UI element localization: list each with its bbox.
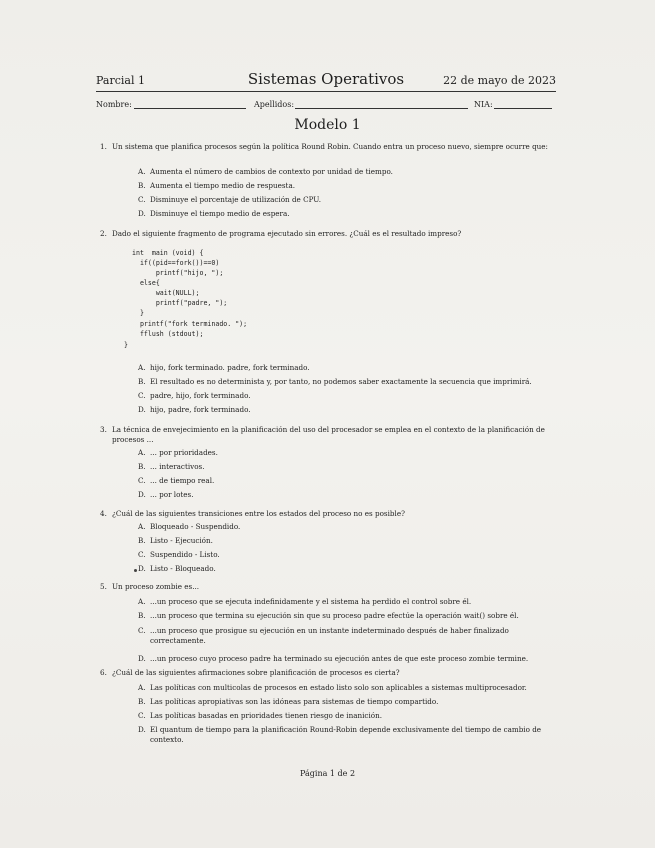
page-number: Página 1 de 2 bbox=[299, 769, 356, 778]
option-text: Las políticas con multicolas de procesos en estado listo solo son aplicables a sistemas multiprocesador. bbox=[150, 683, 527, 692]
option-label: A. bbox=[138, 683, 146, 692]
option-text: ...un proceso que termina su ejecución sin que su proceso padre efectúe la operación wait() sobre él. bbox=[150, 611, 519, 620]
code-line: printf("padre, "); bbox=[132, 299, 228, 307]
exam-date: 22 de mayo de 2023 bbox=[443, 74, 556, 87]
pen-mark bbox=[134, 569, 137, 572]
option-text: ... interactivos. bbox=[150, 462, 205, 471]
question-stem: La técnica de envejecimiento en la planificación del uso del procesador se emplea en el contexto de la planificación de procesos ... bbox=[112, 425, 545, 444]
option-label: C. bbox=[138, 626, 146, 635]
option-text: Aumenta el tiempo medio de respuesta. bbox=[150, 181, 296, 190]
nia-label: NIA: bbox=[474, 100, 493, 109]
code-line: wait(NULL); bbox=[132, 289, 200, 297]
option-label: A. bbox=[138, 167, 146, 176]
option-label: B. bbox=[138, 536, 146, 545]
question-stem: Un proceso zombie es... bbox=[112, 582, 200, 591]
option-text: El quantum de tiempo para la planificación Round-Robin depende exclusivamente del tiempo de cambio de contexto. bbox=[150, 725, 542, 744]
nia-field[interactable] bbox=[494, 108, 552, 109]
apellidos-label: Apellidos: bbox=[254, 100, 295, 109]
option-text: ...un proceso que prosigue su ejecución en un instante indeterminado después de haber finalizado correctamente. bbox=[150, 626, 509, 645]
option-label: C. bbox=[138, 195, 146, 204]
option-label: B. bbox=[138, 377, 146, 386]
option-text: Bloqueado - Suspendido. bbox=[150, 522, 241, 531]
question-stem: ¿Cuál de las siguientes transiciones entre los estados del proceso no es posible? bbox=[112, 509, 405, 518]
option-label: A. bbox=[138, 597, 146, 606]
code-line: } bbox=[124, 341, 128, 349]
option-label: B. bbox=[138, 181, 146, 190]
option-label: C. bbox=[138, 550, 146, 559]
question-number: 4. bbox=[100, 509, 107, 518]
option-text: Listo - Ejecución. bbox=[150, 536, 213, 545]
option-text: ...un proceso que se ejecuta indefinidamente y el sistema ha perdido el control sobre él. bbox=[150, 597, 472, 606]
option-text: Disminuye el tiempo medio de espera. bbox=[150, 209, 290, 218]
question-number: 5. bbox=[100, 582, 107, 591]
option-label: D. bbox=[138, 725, 146, 734]
code-line: printf("fork terminado. "); bbox=[132, 320, 248, 328]
option-text: Aumenta el número de cambios de contexto por unidad de tiempo. bbox=[150, 167, 393, 176]
page-header bbox=[96, 70, 556, 90]
student-fields bbox=[96, 100, 556, 114]
course-label: Parcial 1 bbox=[96, 74, 145, 87]
header-rule bbox=[96, 91, 556, 92]
option-label: B. bbox=[138, 697, 146, 706]
nombre-label: Nombre: bbox=[96, 100, 132, 109]
code-line: printf("hijo, "); bbox=[132, 269, 224, 277]
code-line: } bbox=[132, 309, 144, 317]
question-number: 1. bbox=[100, 142, 107, 151]
option-text: ...un proceso cuyo proceso padre ha terminado su ejecución antes de que este proceso zombie termine. bbox=[150, 654, 529, 663]
option-label: D. bbox=[138, 405, 146, 414]
option-label: A. bbox=[138, 363, 146, 372]
question-number: 2. bbox=[100, 229, 107, 238]
option-text: hijo, fork terminado. padre, fork terminado. bbox=[150, 363, 310, 372]
option-label: D. bbox=[138, 654, 146, 663]
question-number: 3. bbox=[100, 425, 107, 434]
code-line: int main (void) { bbox=[132, 249, 204, 257]
option-label: A. bbox=[138, 448, 146, 457]
option-label: D. bbox=[138, 564, 146, 573]
subject-title: Sistemas Operativos bbox=[247, 70, 405, 88]
option-text: Las políticas basadas en prioridades tienen riesgo de inanición. bbox=[150, 711, 382, 720]
code-line: fflush (stdout); bbox=[132, 330, 204, 338]
option-text: Disminuye el porcentaje de utilización de CPU. bbox=[150, 195, 321, 204]
option-label: B. bbox=[138, 611, 146, 620]
option-label: C. bbox=[138, 711, 146, 720]
option-text: Las políticas apropiativas son las idóneas para sistemas de tiempo compartido. bbox=[150, 697, 439, 706]
option-text: Listo - Bloqueado. bbox=[150, 564, 216, 573]
option-label: A. bbox=[138, 522, 146, 531]
question-stem: Un sistema que planifica procesos según la política Round Robin. Cuando entra un proceso nuevo, siempre ocurre que: bbox=[112, 142, 548, 151]
option-text: padre, hijo, fork terminado. bbox=[150, 391, 251, 400]
option-text: ... por prioridades. bbox=[150, 448, 218, 457]
option-label: C. bbox=[138, 476, 146, 485]
option-label: D. bbox=[138, 490, 146, 499]
option-text: El resultado es no determinista y, por tanto, no podemos saber exactamente la secuencia que imprimirá. bbox=[150, 377, 532, 386]
option-text: hijo, padre, fork terminado. bbox=[150, 405, 251, 414]
apellidos-field[interactable] bbox=[295, 108, 468, 109]
option-label: D. bbox=[138, 209, 146, 218]
option-text: ... de tiempo real. bbox=[150, 476, 215, 485]
question-number: 6. bbox=[100, 668, 107, 677]
nombre-field[interactable] bbox=[134, 108, 246, 109]
code-line: else{ bbox=[132, 279, 160, 287]
option-text: Suspendido - Listo. bbox=[150, 550, 220, 559]
option-text: ... por lotes. bbox=[150, 490, 194, 499]
option-label: B. bbox=[138, 462, 146, 471]
code-line: if((pid==fork())==0) bbox=[132, 259, 220, 267]
model-title: Modelo 1 bbox=[294, 117, 361, 133]
question-stem: ¿Cuál de las siguientes afirmaciones sobre planificación de procesos es cierta? bbox=[112, 668, 400, 677]
question-stem: Dado el siguiente fragmento de programa ejecutado sin errores. ¿Cuál es el resultado impreso? bbox=[112, 229, 462, 238]
option-label: C. bbox=[138, 391, 146, 400]
